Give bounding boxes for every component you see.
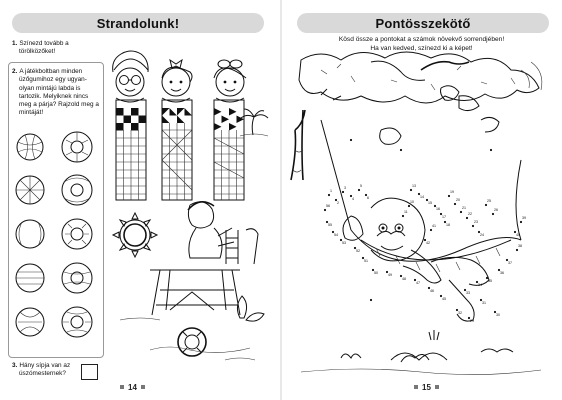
svg-text:45: 45	[442, 297, 446, 301]
svg-text:14: 14	[420, 195, 424, 199]
ball-4[interactable]	[16, 264, 44, 292]
task-1-number: 1.	[12, 40, 18, 47]
svg-text:10: 10	[410, 200, 414, 204]
svg-text:32: 32	[458, 311, 462, 315]
ball-5[interactable]	[16, 308, 44, 336]
svg-text:20: 20	[456, 198, 460, 202]
svg-text:3: 3	[344, 186, 346, 190]
svg-text:29: 29	[470, 319, 474, 323]
svg-text:13: 13	[412, 184, 416, 188]
svg-text:18: 18	[446, 223, 450, 227]
ground-plants	[301, 330, 541, 375]
left-page-number-text: 14	[128, 383, 137, 392]
task-1-text-line2: törölközőket!	[19, 48, 56, 56]
swim-ring-4[interactable]	[62, 263, 92, 293]
ball-1[interactable]	[17, 134, 43, 160]
svg-text:52: 52	[356, 249, 360, 253]
svg-text:38: 38	[518, 244, 522, 248]
svg-text:17: 17	[442, 215, 446, 219]
task-2-line-2: üzőgumihoz egy ugyan-	[19, 76, 87, 84]
task-2-line-5: meg a párja? Rajzold meg a	[19, 101, 99, 109]
task-2-line-3: olyan mintájú labda is	[19, 84, 81, 92]
svg-text:24: 24	[480, 233, 484, 237]
svg-text:23: 23	[474, 220, 478, 224]
svg-text:11: 11	[404, 210, 408, 214]
task-2-line-6: mintáját!	[19, 109, 44, 117]
svg-text:53: 53	[342, 241, 346, 245]
svg-text:1: 1	[330, 189, 332, 193]
ball-2[interactable]	[16, 176, 44, 204]
tree-canopy	[299, 52, 542, 144]
sun-icon	[113, 213, 157, 257]
child-boy-with-glasses	[113, 51, 148, 102]
task-2-number: 2.	[12, 68, 18, 75]
svg-text:35: 35	[488, 279, 492, 283]
svg-text:30: 30	[496, 313, 500, 317]
task-2-line-1: A játékboltban minden	[19, 68, 83, 75]
dot-to-dot-puzzle	[281, 0, 562, 400]
svg-text:49: 49	[388, 273, 392, 277]
swim-ring-1[interactable]	[62, 132, 92, 162]
svg-text:41: 41	[432, 224, 436, 228]
svg-text:39: 39	[522, 216, 526, 220]
svg-text:56: 56	[326, 204, 330, 208]
towel-1[interactable]	[116, 100, 146, 200]
task-2-line-4: tartozik. Melyiknek nincs	[19, 92, 89, 100]
svg-text:16: 16	[436, 207, 440, 211]
svg-text:54: 54	[334, 233, 338, 237]
task-3-number: 3.	[12, 362, 18, 369]
task-3-text-line1: Hány sípja van az	[19, 362, 71, 369]
svg-text:34: 34	[478, 283, 482, 287]
svg-text:42: 42	[426, 241, 430, 245]
svg-text:5: 5	[360, 184, 362, 188]
ball-3[interactable]	[16, 220, 44, 248]
left-page-title: Strandolunk!	[12, 13, 264, 33]
svg-text:48: 48	[402, 277, 406, 281]
child-girl-with-sunglasses	[214, 60, 246, 102]
svg-text:33: 33	[466, 291, 470, 295]
svg-text:22: 22	[468, 212, 472, 216]
svg-text:19: 19	[450, 190, 454, 194]
swim-ring-2[interactable]	[62, 175, 92, 205]
svg-text:26: 26	[494, 208, 498, 212]
towel-2[interactable]	[162, 100, 192, 200]
svg-text:40: 40	[516, 233, 520, 237]
svg-text:47: 47	[416, 281, 420, 285]
right-page	[281, 0, 562, 400]
instruction-line-2: Ha van kedved, színezd ki a képet!	[370, 44, 473, 52]
svg-text:46: 46	[430, 289, 434, 293]
svg-text:6: 6	[367, 196, 369, 200]
svg-text:37: 37	[508, 261, 512, 265]
svg-text:15: 15	[428, 201, 432, 205]
swim-ring-3[interactable]	[62, 219, 92, 249]
svg-text:25: 25	[487, 199, 491, 203]
child-girl-with-bow	[162, 60, 192, 102]
towel-3[interactable]	[214, 100, 244, 200]
svg-text:31: 31	[482, 301, 486, 305]
right-page-number-text: 15	[422, 383, 431, 392]
right-page-title: Pontösszekötő	[297, 13, 549, 33]
svg-text:4: 4	[352, 197, 354, 201]
svg-text:55: 55	[328, 223, 332, 227]
task-3-text-line2: úszómesternek?	[19, 370, 66, 378]
task-1-text-line1: Színezd tovább a	[19, 40, 69, 47]
svg-text:36: 36	[500, 271, 504, 275]
svg-text:2: 2	[337, 201, 339, 205]
svg-text:21: 21	[462, 206, 466, 210]
tree-trunk	[291, 110, 305, 180]
instruction-line-1: Kösd össze a pontokat a számok növekvő sorrendjében!	[338, 36, 505, 43]
svg-text:51: 51	[364, 259, 368, 263]
svg-text:50: 50	[374, 271, 378, 275]
swim-ring-5[interactable]	[62, 307, 92, 337]
